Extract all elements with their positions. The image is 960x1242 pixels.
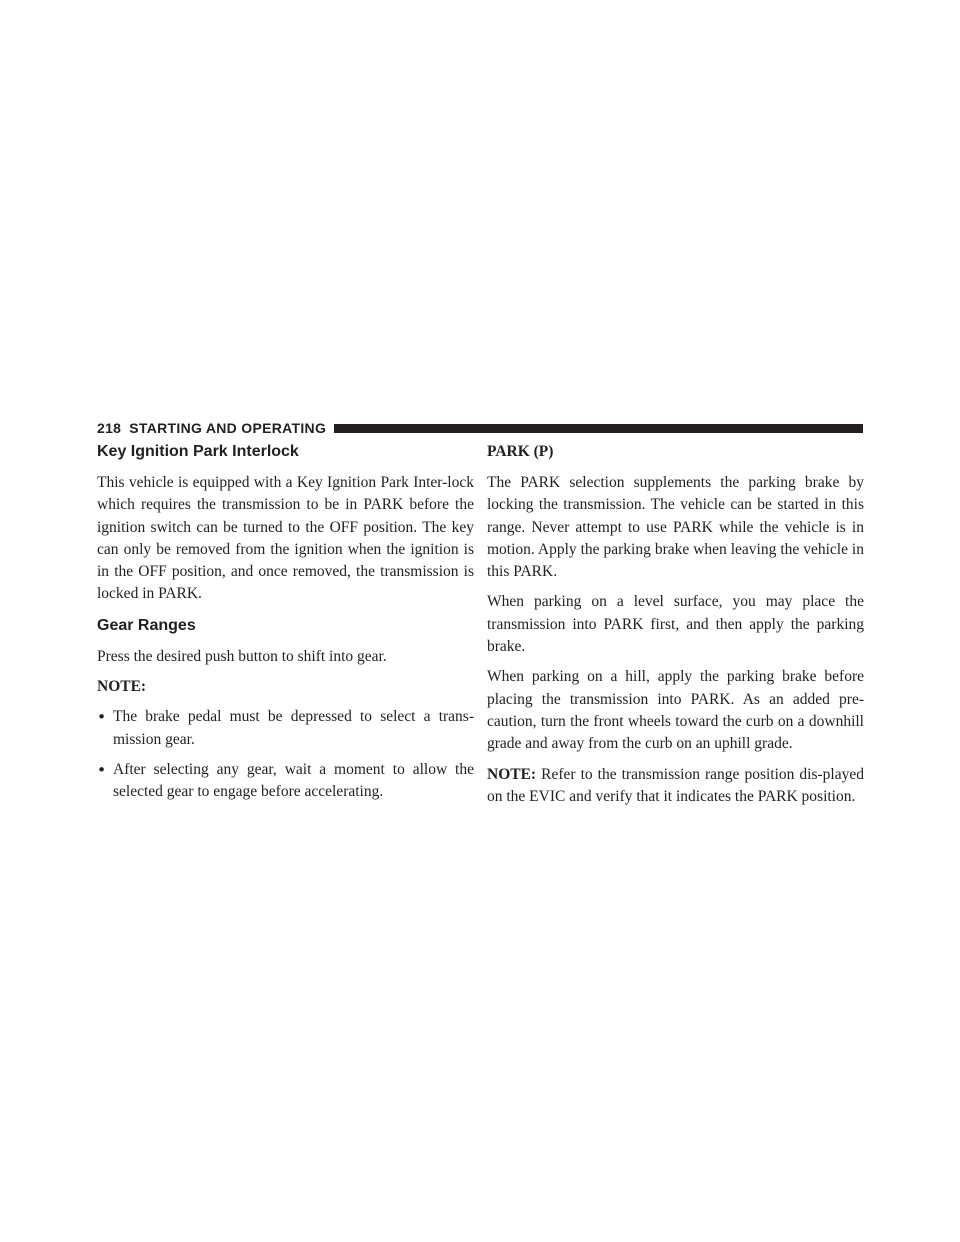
page-header: [97, 418, 863, 438]
gear-ranges-heading: Gear Ranges: [97, 616, 196, 634]
bullet-text: After selecting any gear, wait a moment to allow the selected gear to engage before accelerating.: [113, 760, 474, 801]
bullet-icon: •: [97, 760, 107, 779]
list-item: [97, 706, 474, 751]
bullet-icon: •: [97, 708, 107, 727]
bullet-text: The brake pedal must be depressed to select a trans-mission gear.: [113, 708, 474, 748]
page-number: 218: [97, 420, 122, 436]
park-paragraph-2: When parking on a level surface, you may place the transmission into PARK first, and then apply the parking brake.: [487, 593, 864, 656]
note-label: NOTE:: [97, 678, 147, 696]
park-note: [487, 764, 864, 809]
list-item: [97, 759, 474, 804]
park-note-label: NOTE:: [487, 765, 537, 783]
right-column: [487, 440, 864, 816]
interlock-paragraph: This vehicle is equipped with a Key Ignition Park Inter-lock which requires the transmission to be in PARK before the ignition switch can be turned to the OFF position. The key can only be removed from the ignition when the ignition is in the OFF position, and once removed, the transmission is locked in PARK.: [97, 474, 474, 603]
header-rule: [334, 424, 863, 433]
park-paragraph-1: The PARK selection supplements the parking brake by locking the transmission. The vehicle can be started in this range. Never attempt to use PARK while the vehicle is in motion. Apply the parking brake when leaving the vehicle in this PARK.: [487, 474, 864, 581]
gear-ranges-paragraph: Press the desired push button to shift into gear.: [97, 647, 387, 665]
left-column: [97, 440, 474, 812]
section-title: STARTING AND OPERATING: [129, 420, 327, 436]
park-paragraph-3: When parking on a hill, apply the parking brake before placing the transmission into PARK. As an added pre-caution, turn the front wheels toward the curb on a downhill grade and away from the curb on an uphill grade.: [487, 668, 864, 753]
note-bullet-list: [97, 706, 474, 803]
park-heading: PARK (P): [487, 443, 554, 460]
park-note-text: Refer to the transmission range position dis-played on the EVIC and verify that it indicates the PARK position.: [487, 765, 864, 805]
interlock-heading: Key Ignition Park Interlock: [97, 443, 299, 460]
